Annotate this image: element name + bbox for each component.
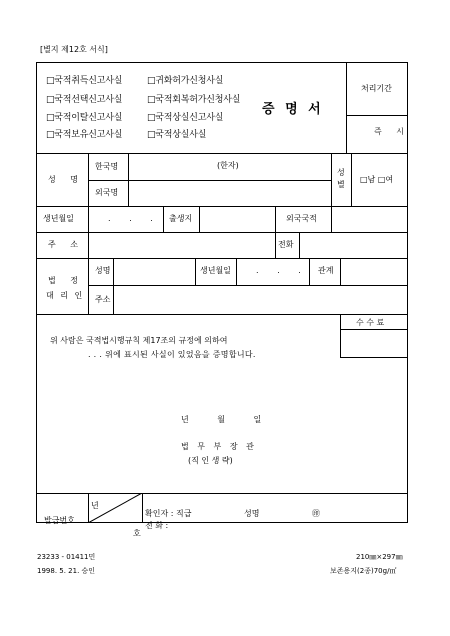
phone-short-label: 전 화 : [145, 521, 169, 530]
checkbox-nationality-acquisition[interactable]: □국적취득신고사실 [46, 76, 123, 86]
rep-name-label: 성명 [95, 266, 111, 275]
birthplace-label: 출생지 [169, 214, 193, 223]
document-title: 증 명 서 [262, 102, 324, 117]
number-char: 호 [133, 529, 141, 538]
footer-approval-date: 1998. 5. 21. 승인 [37, 567, 96, 575]
gender-options[interactable]: □남 □여 [360, 175, 394, 184]
birthdate-label: 생년월일 [43, 214, 74, 223]
gender-label: 성 별 [337, 168, 345, 189]
fee-label: 수 수 료 [356, 318, 385, 327]
seal-icon: ㊞ [312, 509, 320, 518]
statement-line2: . . . 위에 표시된 사실이 있었음을 증명합니다. [88, 350, 256, 359]
rep-birthdate-placeholder[interactable]: . . . [256, 266, 309, 275]
issuer-name: 법 무 부 장 관 [181, 442, 257, 451]
footer-paper-size: 210㎜×297㎜ [356, 553, 403, 561]
form-number-label: [별지 제12호 서식] [40, 45, 108, 54]
date-line: 년 월 일 [181, 415, 262, 424]
rep-birthdate-label: 생년월일 [200, 266, 231, 275]
seal-omitted-note: (직 인 생 략) [188, 456, 233, 465]
checkbox-nationality-retention[interactable]: □국적보유신고사실 [46, 130, 123, 140]
footer-paper-type: 보존용지(2종)70g/㎡ [330, 567, 397, 575]
legal-rep-label-line2: 대 리 인 [46, 291, 85, 300]
checkbox-nationality-loss[interactable]: □국적상실사실 [147, 130, 207, 140]
checkbox-nationality-selection[interactable]: □국적선택신고사실 [46, 95, 123, 105]
issue-number-label: 발급번호 [44, 516, 75, 525]
year-char: 년 [91, 501, 99, 510]
birthdate-placeholder[interactable]: . . . [108, 214, 161, 223]
foreign-name-label: 외국명 [95, 188, 119, 197]
name-label: 성 명 [48, 175, 84, 184]
checkbox-naturalization[interactable]: □귀화허가신청사실 [147, 76, 224, 86]
processing-period-label: 처리기간 [361, 84, 392, 93]
foreign-nationality-label: 외국국적 [286, 214, 317, 223]
confirmer-name-label: 성명 [244, 509, 260, 518]
address-label: 주 소 [48, 240, 84, 249]
hanja-label: (한자) [217, 161, 239, 170]
footer-form-code: 23233 - 01411민 [37, 553, 96, 561]
checkbox-nationality-loss-report[interactable]: □국적상실신고사실 [147, 113, 224, 123]
korean-name-label: 한국명 [95, 162, 119, 171]
relation-label: 관계 [318, 266, 334, 275]
rep-address-label: 주소 [95, 295, 111, 304]
checkbox-nationality-renunciation[interactable]: □국적이탈신고사실 [46, 113, 123, 123]
processing-period-value: 즉 시 [374, 127, 410, 136]
statement-line1: 위 사람은 국적법시행규칙 제17조의 규정에 의하여 [50, 336, 228, 345]
checkbox-nationality-recovery[interactable]: □국적회복허가신청사실 [147, 95, 241, 105]
confirmer-label: 확인자 : 직급 [145, 509, 192, 518]
phone-label: 전화 [278, 240, 294, 249]
legal-rep-label-line1: 법 정 [48, 276, 84, 285]
